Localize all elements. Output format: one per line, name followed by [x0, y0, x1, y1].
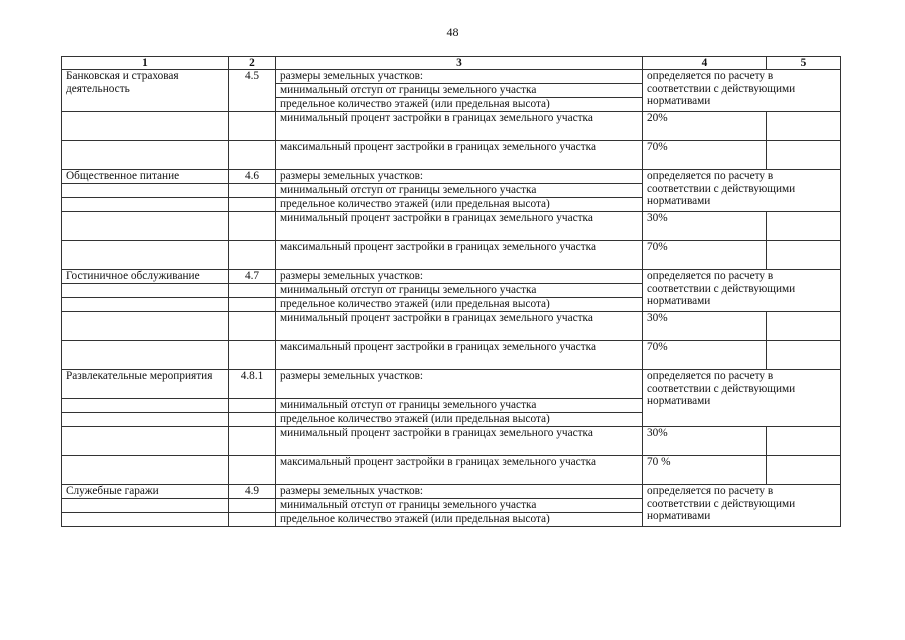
- empty-cell: [229, 198, 276, 212]
- table-row: [62, 270, 841, 284]
- param-max-floors: предельное количество этажей (или предельная высота): [276, 298, 643, 312]
- empty-cell: [62, 112, 229, 141]
- empty-cell: [62, 241, 229, 270]
- empty-cell: [229, 212, 276, 241]
- empty-cell: [62, 456, 229, 485]
- value-max-percent: 70%: [643, 141, 767, 170]
- param-max-percent: максимальный процент застройки в границах земельного участка: [276, 456, 643, 485]
- value-calc: определяется по расчету в соответствии с действующими нормативами: [643, 70, 841, 112]
- empty-cell: [767, 456, 841, 485]
- table-row: [62, 427, 841, 456]
- page-number: 48: [446, 25, 459, 39]
- empty-cell: [767, 141, 841, 170]
- param-min-offset: минимальный отступ от границы земельного участка: [276, 499, 643, 513]
- empty-cell: [62, 141, 229, 170]
- use-code: 4.9: [229, 485, 276, 499]
- table-row: [62, 312, 841, 341]
- use-name: Общественное питание: [62, 170, 229, 184]
- param-max-floors: предельное количество этажей (или предельная высота): [276, 513, 643, 527]
- use-name: Банковская и страховая деятельность: [62, 70, 229, 112]
- param-max-percent: максимальный процент застройки в границах земельного участка: [276, 341, 643, 370]
- param-min-offset: минимальный отступ от границы земельного участка: [276, 184, 643, 198]
- empty-cell: [62, 341, 229, 370]
- empty-cell: [229, 284, 276, 298]
- value-max-percent: 70%: [643, 241, 767, 270]
- empty-cell: [767, 241, 841, 270]
- empty-cell: [229, 241, 276, 270]
- header-col-1: 1: [62, 57, 229, 70]
- empty-cell: [229, 427, 276, 456]
- empty-cell: [229, 456, 276, 485]
- table-row: [62, 212, 841, 241]
- header-col-2: 2: [229, 57, 276, 70]
- value-calc: определяется по расчету в соответствии с действующими нормативами: [643, 270, 841, 312]
- table-row: [62, 485, 841, 499]
- param-max-floors: предельное количество этажей (или предельная высота): [276, 198, 643, 212]
- empty-cell: [767, 341, 841, 370]
- value-min-percent: 30%: [643, 312, 767, 341]
- value-calc: определяется по расчету в соответствии с действующими нормативами: [643, 485, 841, 527]
- empty-cell: [229, 141, 276, 170]
- empty-cell: [62, 284, 229, 298]
- param-max-floors: предельное количество этажей (или предельная высота): [276, 98, 643, 112]
- param-min-offset: минимальный отступ от границы земельного участка: [276, 84, 643, 98]
- empty-cell: [62, 312, 229, 341]
- table-row: [62, 170, 841, 184]
- empty-cell: [62, 427, 229, 456]
- param-sizes: размеры земельных участков:: [276, 370, 643, 399]
- empty-cell: [62, 399, 229, 413]
- empty-cell: [229, 184, 276, 198]
- table-header-row: [62, 57, 841, 70]
- use-code: 4.8.1: [229, 370, 276, 399]
- empty-cell: [767, 212, 841, 241]
- table-row: [62, 112, 841, 141]
- empty-cell: [229, 341, 276, 370]
- use-name: Гостиничное обслуживание: [62, 270, 229, 284]
- table-row: [62, 241, 841, 270]
- value-calc: определяется по расчету в соответствии с действующими нормативами: [643, 170, 841, 212]
- use-name: Служебные гаражи: [62, 485, 229, 499]
- param-min-percent: минимальный процент застройки в границах земельного участка: [276, 312, 643, 341]
- empty-cell: [62, 198, 229, 212]
- empty-cell: [62, 184, 229, 198]
- empty-cell: [229, 112, 276, 141]
- value-max-percent: 70%: [643, 341, 767, 370]
- empty-cell: [229, 298, 276, 312]
- param-max-percent: максимальный процент застройки в границах земельного участка: [276, 141, 643, 170]
- header-col-4: 4: [643, 57, 767, 70]
- table-row: [62, 456, 841, 485]
- empty-cell: [62, 212, 229, 241]
- use-code: 4.5: [229, 70, 276, 112]
- empty-cell: [767, 427, 841, 456]
- empty-cell: [62, 298, 229, 312]
- use-name: Развлекательные мероприятия: [62, 370, 229, 399]
- param-min-percent: минимальный процент застройки в границах земельного участка: [276, 427, 643, 456]
- value-min-percent: 20%: [643, 112, 767, 141]
- value-min-percent: 30%: [643, 427, 767, 456]
- param-sizes: размеры земельных участков:: [276, 270, 643, 284]
- table-row: [62, 341, 841, 370]
- table-row: [62, 141, 841, 170]
- param-min-offset: минимальный отступ от границы земельного участка: [276, 284, 643, 298]
- empty-cell: [62, 513, 229, 527]
- use-code: 4.7: [229, 270, 276, 284]
- value-max-percent: 70 %: [643, 456, 767, 485]
- table-row: [62, 370, 841, 399]
- empty-cell: [767, 312, 841, 341]
- table-row: [62, 70, 841, 84]
- param-sizes: размеры земельных участков:: [276, 170, 643, 184]
- param-max-floors: предельное количество этажей (или предельная высота): [276, 413, 643, 427]
- param-min-offset: минимальный отступ от границы земельного участка: [276, 399, 643, 413]
- use-code: 4.6: [229, 170, 276, 184]
- param-max-percent: максимальный процент застройки в границах земельного участка: [276, 241, 643, 270]
- value-calc: определяется по расчету в соответствии с действующими нормативами: [643, 370, 841, 427]
- param-min-percent: минимальный процент застройки в границах земельного участка: [276, 112, 643, 141]
- empty-cell: [229, 513, 276, 527]
- empty-cell: [229, 413, 276, 427]
- empty-cell: [767, 112, 841, 141]
- empty-cell: [229, 499, 276, 513]
- header-col-5: 5: [767, 57, 841, 70]
- regulations-table: [61, 56, 841, 527]
- param-sizes: размеры земельных участков:: [276, 70, 643, 84]
- value-min-percent: 30%: [643, 212, 767, 241]
- param-min-percent: минимальный процент застройки в границах земельного участка: [276, 212, 643, 241]
- param-sizes: размеры земельных участков:: [276, 485, 643, 499]
- header-col-3: 3: [276, 57, 643, 70]
- empty-cell: [62, 413, 229, 427]
- empty-cell: [229, 399, 276, 413]
- empty-cell: [229, 312, 276, 341]
- empty-cell: [62, 499, 229, 513]
